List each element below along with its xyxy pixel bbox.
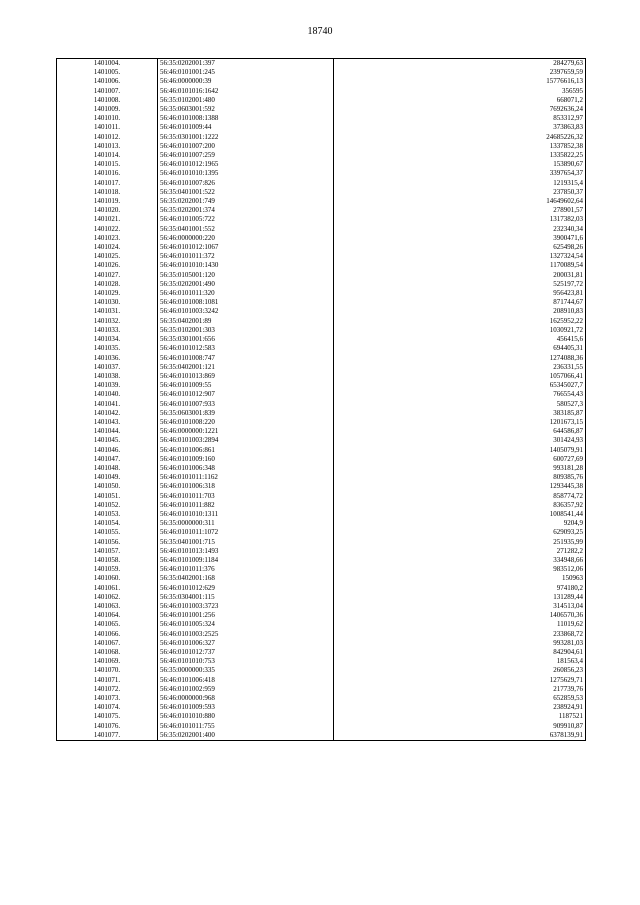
row-number-cell: 1401019. [93, 197, 121, 206]
row-number-cell: 1401010. [93, 114, 121, 123]
cadastral-number-cell: 56:46:0101012:1965 [158, 160, 334, 169]
table-row [57, 344, 586, 353]
cadastral-number-cell: 56:46:0000000:968 [158, 694, 334, 703]
cadastral-number-cell: 56:46:0000000:39 [158, 77, 334, 86]
row-number-cell: 1401057. [93, 546, 121, 555]
row-number-cell: 1401072. [93, 684, 121, 693]
table-row [57, 381, 586, 390]
row-number-cell: 1401062. [93, 592, 121, 601]
table-row [57, 215, 586, 224]
cadastral-value-cell: 181563,4 [334, 657, 586, 666]
cadastral-value-cell: 1030921,72 [334, 326, 586, 335]
cadastral-value-cell: 1219315,4 [334, 179, 586, 188]
cadastral-value-cell: 1057066,41 [334, 372, 586, 381]
table-row [57, 712, 586, 721]
cadastral-number-cell: 56:46:0101011:376 [158, 565, 334, 574]
table-row [57, 298, 586, 307]
table-row [57, 280, 586, 289]
cadastral-value-cell: 356595 [334, 87, 586, 96]
cadastral-value-cell: 373863,83 [334, 123, 586, 132]
cadastral-value-cell: 65345027,7 [334, 381, 586, 390]
row-number-cell: 1401061. [93, 583, 121, 592]
cadastral-value-cell: 842904,61 [334, 648, 586, 657]
table-row [57, 372, 586, 381]
row-number-cell: 1401048. [93, 463, 121, 472]
row-number-cell: 1401008. [93, 95, 121, 104]
cadastral-number-cell: 56:35:0603001:839 [158, 409, 334, 418]
cadastral-number-cell: 56:46:0101011:755 [158, 722, 334, 731]
cadastral-value-cell: 1406570,36 [334, 611, 586, 620]
cadastral-number-cell: 56:46:0101005:324 [158, 620, 334, 629]
table-row [57, 556, 586, 565]
cadastral-number-cell: 56:46:0000000:1221 [158, 427, 334, 436]
table-row [57, 574, 586, 583]
cadastral-value-cell: 983512,06 [334, 565, 586, 574]
table-row [57, 538, 586, 547]
table-row [57, 206, 586, 215]
cadastral-value-cell: 625498,26 [334, 243, 586, 252]
cadastral-value-cell: 1335822,25 [334, 151, 586, 160]
table-row [57, 528, 586, 537]
table-row [57, 630, 586, 639]
cadastral-number-cell: 56:46:0101007:826 [158, 179, 334, 188]
row-number-cell: 1401020. [93, 206, 121, 215]
table-row [57, 96, 586, 105]
cadastral-number-cell: 56:46:0101009:593 [158, 703, 334, 712]
row-number-cell: 1401060. [93, 574, 121, 583]
row-number-cell: 1401023. [93, 233, 121, 242]
table-row [57, 464, 586, 473]
cadastral-value-cell: 238924,91 [334, 703, 586, 712]
cadastral-number-cell: 56:46:0101008:1081 [158, 298, 334, 307]
row-number-cell: 1401069. [93, 657, 121, 666]
cadastral-value-cell: 853312,97 [334, 114, 586, 123]
table-row [57, 685, 586, 694]
cadastral-number-cell: 56:46:0101011:320 [158, 289, 334, 298]
table-row [57, 519, 586, 528]
cadastral-value-cell: 1201673,15 [334, 418, 586, 427]
table-row [57, 335, 586, 344]
row-number-cell: 1401013. [93, 141, 121, 150]
cadastral-number-cell: 56:35:0401001:522 [158, 188, 334, 197]
table-row [57, 666, 586, 675]
cadastral-value-cell: 383185,87 [334, 409, 586, 418]
cadastral-value-cell: 301424,93 [334, 436, 586, 445]
cadastral-value-cell: 974180,2 [334, 584, 586, 593]
cadastral-number-cell: 56:46:0101009:44 [158, 123, 334, 132]
row-number-cell: 1401015. [93, 160, 121, 169]
row-number-cell: 1401055. [93, 528, 121, 537]
table-row [57, 179, 586, 188]
row-number-cell: 1401024. [93, 243, 121, 252]
table-row [57, 363, 586, 372]
cadastral-value-cell: 871744,67 [334, 298, 586, 307]
row-number-cell: 1401066. [93, 629, 121, 638]
row-number-cell: 1401077. [93, 730, 121, 739]
cadastral-value-cell: 233868,72 [334, 630, 586, 639]
cadastral-number-cell: 56:46:0101011:882 [158, 501, 334, 510]
row-number-cell: 1401031. [93, 307, 121, 316]
row-number-cell: 1401037. [93, 362, 121, 371]
row-number-cell: 1401026. [93, 261, 121, 270]
row-number-cell: 1401065. [93, 620, 121, 629]
cadastral-number-cell: 56:46:0101007:259 [158, 151, 334, 160]
cadastral-number-cell: 56:46:0101013:869 [158, 372, 334, 381]
cadastral-value-cell: 24685226,32 [334, 133, 586, 142]
cadastral-number-cell: 56:46:0101016:1642 [158, 87, 334, 96]
table-row [57, 657, 586, 666]
row-number-cell: 1401009. [93, 105, 121, 114]
row-number-cell: 1401021. [93, 215, 121, 224]
cadastral-number-cell: 56:35:0402001:89 [158, 317, 334, 326]
table-row [57, 354, 586, 363]
table-row [57, 261, 586, 270]
row-number-cell: 1401064. [93, 611, 121, 620]
cadastral-value-cell: 2397659,59 [334, 68, 586, 77]
cadastral-value-cell: 1327324,54 [334, 252, 586, 261]
cadastral-value-cell: 11019,62 [334, 620, 586, 629]
table-row [57, 694, 586, 703]
row-number-cell: 1401041. [93, 399, 121, 408]
row-number-cell: 1401050. [93, 482, 121, 491]
table-row [57, 252, 586, 261]
table-row [57, 114, 586, 123]
cadastral-value-cell: 1293445,38 [334, 482, 586, 491]
cadastral-value-cell: 217739,76 [334, 685, 586, 694]
cadastral-value-cell: 237850,37 [334, 188, 586, 197]
table-row [57, 234, 586, 243]
row-number-cell: 1401042. [93, 408, 121, 417]
table-row [57, 620, 586, 629]
table-row [57, 289, 586, 298]
row-number-cell: 1401018. [93, 187, 121, 196]
cadastral-number-cell: 56:35:0401001:552 [158, 225, 334, 234]
cadastral-value-cell: 694405,31 [334, 344, 586, 353]
table-row [57, 436, 586, 445]
cadastral-number-cell: 56:46:0101010:1311 [158, 510, 334, 519]
cadastral-value-cell: 1187521 [334, 712, 586, 721]
cadastral-value-cell: 208910,83 [334, 307, 586, 316]
cadastral-value-cell: 836357,92 [334, 501, 586, 510]
row-number-cell: 1401014. [93, 151, 121, 160]
cadastral-value-cell: 278901,57 [334, 206, 586, 215]
cadastral-number-cell: 56:46:0101013:1493 [158, 547, 334, 556]
cadastral-number-cell: 56:35:0301001:1222 [158, 133, 334, 142]
table-row [57, 123, 586, 132]
table-row [57, 731, 586, 741]
cadastral-number-cell: 56:46:0101001:245 [158, 68, 334, 77]
cadastral-number-cell: 56:46:0101001:256 [158, 611, 334, 620]
cadastral-number-cell: 56:35:0102001:480 [158, 96, 334, 105]
row-number-cell: 1401056. [93, 537, 121, 546]
cadastral-number-cell: 56:46:0101009:55 [158, 381, 334, 390]
cadastral-number-cell: 56:35:0202001:749 [158, 197, 334, 206]
cadastral-number-cell: 56:46:0101010:1430 [158, 261, 334, 270]
row-number-cell: 1401006. [93, 77, 121, 86]
cadastral-number-cell: 56:46:0101009:160 [158, 455, 334, 464]
row-number-cell: 1401071. [93, 675, 121, 684]
cadastral-value-cell: 858774,72 [334, 492, 586, 501]
row-number-cell: 1401030. [93, 298, 121, 307]
cadastral-number-cell: 56:35:0202001:490 [158, 280, 334, 289]
row-number-cell: 1401029. [93, 289, 121, 298]
cadastral-value-cell: 652859,53 [334, 694, 586, 703]
cadastral-value-cell: 1317382,03 [334, 215, 586, 224]
cadastral-number-cell: 56:35:0000000:311 [158, 519, 334, 528]
table-row [57, 188, 586, 197]
cadastral-number-cell: 56:46:0101006:861 [158, 446, 334, 455]
table-row [57, 648, 586, 657]
cadastral-value-cell: 260856,23 [334, 666, 586, 675]
cadastral-value-cell: 525197,72 [334, 280, 586, 289]
cadastral-value-cell: 334948,66 [334, 556, 586, 565]
cadastral-number-cell: 56:35:0202001:397 [158, 59, 334, 69]
table-row [57, 565, 586, 574]
row-number-cell: 1401011. [94, 123, 120, 132]
cadastral-value-cell: 580527,3 [334, 400, 586, 409]
cadastral-number-cell: 56:46:0101008:220 [158, 418, 334, 427]
cadastral-number-cell: 56:46:0101006:327 [158, 639, 334, 648]
cadastral-value-cell: 150963 [334, 574, 586, 583]
table-row [57, 151, 586, 160]
row-number-cell: 1401025. [93, 252, 121, 261]
cadastral-value-cell: 236331,55 [334, 363, 586, 372]
row-number-cell: 1401068. [93, 648, 121, 656]
cadastral-number-cell: 56:46:0101003:3242 [158, 307, 334, 316]
cadastral-value-cell: 1337852,38 [334, 142, 586, 151]
row-number-cell: 1401075. [93, 712, 121, 721]
cadastral-value-cell: 131289,44 [334, 593, 586, 602]
cadastral-number-cell: 56:35:0102001:303 [158, 326, 334, 335]
table-row [57, 510, 586, 519]
cadastral-value-cell: 1274088,36 [334, 354, 586, 363]
cadastral-number-cell: 56:46:0101003:3723 [158, 602, 334, 611]
row-number-cell: 1401016. [93, 169, 121, 178]
cadastral-number-cell: 56:35:0202001:400 [158, 731, 334, 741]
cadastral-number-cell: 56:46:0101011:1162 [158, 473, 334, 482]
table-row [57, 455, 586, 464]
row-number-cell: 1401004. [93, 59, 121, 67]
cadastral-value-cell: 668071,2 [334, 96, 586, 105]
table-row [57, 703, 586, 712]
table-row [57, 676, 586, 685]
cadastral-number-cell: 56:46:0101007:200 [158, 142, 334, 151]
table-row [57, 133, 586, 142]
table-row [57, 87, 586, 96]
cadastral-number-cell: 56:35:0402001:121 [158, 363, 334, 372]
cadastral-number-cell: 56:46:0101012:583 [158, 344, 334, 353]
table-row [57, 482, 586, 491]
row-number-cell: 1401049. [93, 473, 121, 482]
table-row [57, 639, 586, 648]
cadastral-number-cell: 56:46:0101008:1388 [158, 114, 334, 123]
row-number-cell: 1401028. [93, 279, 121, 288]
row-number-cell: 1401038. [93, 371, 121, 380]
cadastral-number-cell: 56:35:0105001:120 [158, 271, 334, 280]
table-row [57, 225, 586, 234]
cadastral-value-cell: 1275629,71 [334, 676, 586, 685]
row-number-cell: 1401076. [93, 721, 121, 730]
row-number-cell: 1401070. [93, 666, 121, 675]
cadastral-value-cell: 3900471,6 [334, 234, 586, 243]
table-row [57, 473, 586, 482]
cadastral-value-cell: 153890,67 [334, 160, 586, 169]
row-number-cell: 1401059. [93, 565, 121, 574]
table-row [57, 446, 586, 455]
row-number-cell: 1401022. [93, 224, 121, 233]
cadastral-number-cell: 56:46:0101002:959 [158, 685, 334, 694]
cadastral-value-cell: 15776616,13 [334, 77, 586, 86]
cadastral-value-cell: 1008541,44 [334, 510, 586, 519]
table-row [57, 105, 586, 114]
row-number-cell: 1401005. [93, 68, 121, 77]
cadastral-value-cell: 3397654,37 [334, 169, 586, 178]
table-row [57, 271, 586, 280]
cadastral-value-cell: 766554,43 [334, 390, 586, 399]
cadastral-number-cell: 56:46:0101011:372 [158, 252, 334, 261]
row-number-cell: 1401040. [93, 390, 121, 399]
row-number-cell: 1401043. [93, 417, 121, 426]
cadastral-value-cell: 1170089,54 [334, 261, 586, 270]
row-number-cell: 1401051. [93, 491, 121, 500]
row-number-cell: 1401035. [93, 344, 121, 353]
cadastral-number-cell: 56:46:0101010:753 [158, 657, 334, 666]
cadastral-number-cell: 56:46:0101012:629 [158, 584, 334, 593]
cadastral-number-cell: 56:46:0101009:1184 [158, 556, 334, 565]
row-number-cell: 1401039. [93, 381, 121, 390]
table-row [57, 400, 586, 409]
cadastral-value-cell: 956423,81 [334, 289, 586, 298]
cadastral-number-cell: 56:35:0202001:374 [158, 206, 334, 215]
cadastral-number-cell: 56:35:0000000:335 [158, 666, 334, 675]
cadastral-value-cell: 644586,87 [334, 427, 586, 436]
table-row [57, 427, 586, 436]
row-number-cell: 1401036. [93, 353, 121, 362]
cadastral-number-cell: 56:46:0101012:1067 [158, 243, 334, 252]
table-row [57, 492, 586, 501]
cadastral-number-cell: 56:35:0401001:715 [158, 538, 334, 547]
cadastral-number-cell: 56:46:0101007:933 [158, 400, 334, 409]
row-number-cell: 1401067. [93, 638, 121, 647]
cadastral-number-cell: 56:46:0101011:1072 [158, 528, 334, 537]
row-number-cell: 1401007. [93, 86, 121, 95]
cadastral-number-cell: 56:46:0101010:1395 [158, 169, 334, 178]
cadastral-number-cell: 56:46:0101008:747 [158, 354, 334, 363]
cadastral-value-cell: 600727,69 [334, 455, 586, 464]
table-row [57, 197, 586, 206]
cadastral-value-cell: 993181,28 [334, 464, 586, 473]
row-number-cell: 1401027. [93, 270, 121, 279]
cadastral-number-cell: 56:46:0101006:348 [158, 464, 334, 473]
row-number-cell: 1401017. [93, 178, 121, 187]
table-row [57, 501, 586, 510]
cadastral-value-cell: 200031,81 [334, 271, 586, 280]
cadastral-number-cell: 56:46:0101012:907 [158, 390, 334, 399]
row-number-cell: 1401053. [93, 509, 121, 518]
table-row [57, 390, 586, 399]
table-row [57, 418, 586, 427]
cadastral-number-cell: 56:46:0101006:318 [158, 482, 334, 491]
table-row [57, 160, 586, 169]
row-number-cell: 1401012. [93, 132, 121, 141]
page-number: 18740 [307, 26, 333, 37]
table-body [57, 59, 586, 741]
row-number-cell: 1401058. [93, 555, 121, 564]
row-number-cell: 1401045. [93, 436, 121, 445]
row-number-cell: 1401073. [93, 694, 121, 703]
table-row [57, 317, 586, 326]
row-number-cell: 1401046. [93, 445, 121, 454]
cadastral-value-cell: 284279,63 [334, 59, 586, 69]
cadastral-value-cell: 809385,76 [334, 473, 586, 482]
row-number-cell: 1401034. [93, 335, 121, 344]
table-row [57, 593, 586, 602]
table-row [57, 409, 586, 418]
row-number-cell: 1401044. [93, 427, 121, 436]
cadastral-value-cell: 7692636,24 [334, 105, 586, 114]
cadastral-number-cell: 56:46:0101003:2894 [158, 436, 334, 445]
row-number-cell: 1401033. [93, 325, 121, 334]
row-number-cell: 1401054. [93, 519, 121, 528]
cadastral-number-cell: 56:35:0301001:656 [158, 335, 334, 344]
table-row [57, 307, 586, 316]
row-number-cell: 1401032. [93, 316, 121, 325]
cadastral-value-cell: 314513,04 [334, 602, 586, 611]
cadastral-value-cell: 9204,9 [334, 519, 586, 528]
cadastral-value-cell: 232340,34 [334, 225, 586, 234]
cadastral-value-cell: 6378139,91 [334, 731, 586, 741]
cadastral-number-cell: 56:46:0101010:880 [158, 712, 334, 721]
cadastral-number-cell: 56:46:0101005:722 [158, 215, 334, 224]
cadastral-value-cell: 629093,25 [334, 528, 586, 537]
cadastral-value-cell: 993281,03 [334, 639, 586, 648]
cadastral-value-cell: 909910,87 [334, 722, 586, 731]
table-row [57, 326, 586, 335]
cadastral-number-cell: 56:46:0101006:418 [158, 676, 334, 685]
cadastral-number-cell: 56:35:0603001:592 [158, 105, 334, 114]
row-number-cell: 1401074. [93, 703, 121, 712]
table-row [57, 77, 586, 86]
table-row [57, 243, 586, 252]
cadastral-value-cell: 251935,99 [334, 538, 586, 547]
cadastral-number-cell: 56:46:0101003:2525 [158, 630, 334, 639]
cadastral-value-cell: 14649602,64 [334, 197, 586, 206]
table-row [57, 169, 586, 178]
table-row [57, 611, 586, 620]
table-row [57, 59, 586, 69]
cadastral-number-cell: 56:46:0101012:737 [158, 648, 334, 657]
row-number-cell: 1401047. [93, 454, 121, 463]
table-row [57, 142, 586, 151]
cadastral-value-cell: 1405079,91 [334, 446, 586, 455]
row-number-cell: 1401052. [93, 500, 121, 509]
cadastral-number-cell: 56:35:0304001:115 [158, 593, 334, 602]
cadastral-value-cell: 1625952,22 [334, 317, 586, 326]
table-row [57, 584, 586, 593]
cadastral-value-cell: 271282,2 [334, 547, 586, 556]
table-row [57, 602, 586, 611]
cadastral-value-cell: 456415,6 [334, 335, 586, 344]
table-row [57, 547, 586, 556]
cadastral-value-table [56, 58, 586, 741]
row-number-cell: 1401063. [93, 601, 121, 610]
table-row [57, 722, 586, 731]
cadastral-number-cell: 56:35:0402001:168 [158, 574, 334, 583]
table-row [57, 68, 586, 77]
cadastral-number-cell: 56:46:0101011:703 [158, 492, 334, 501]
cadastral-number-cell: 56:46:0000000:220 [158, 234, 334, 243]
